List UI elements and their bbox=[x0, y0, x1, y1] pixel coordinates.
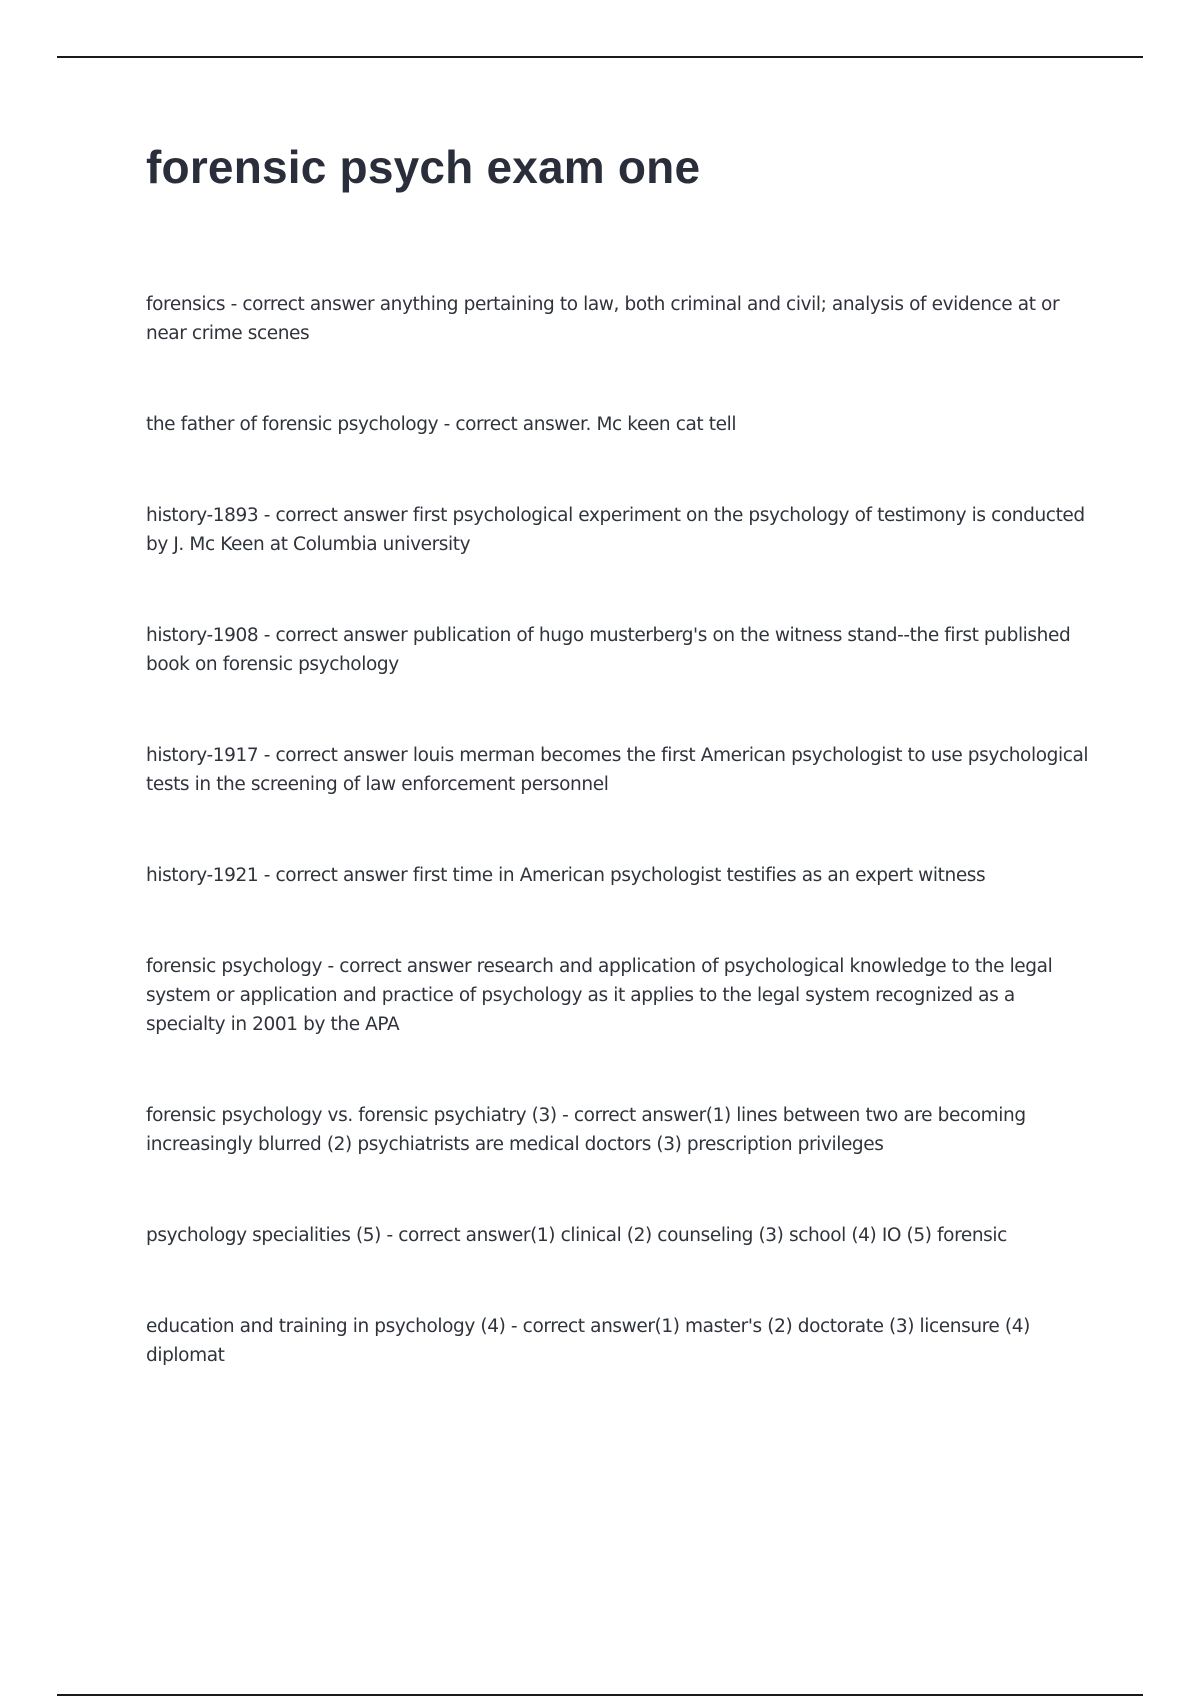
flashcard-entry: history-1917 - correct answer louis merman becomes the first American psychologist to use psychological tests in the screening of law enforcement personnel bbox=[146, 745, 1089, 795]
flashcard-entry: history-1908 - correct answer publication of hugo musterberg's on the witness stand--the first published book on forensic psychology bbox=[146, 625, 1071, 675]
flashcard-entry: forensic psychology - correct answer research and application of psychological knowledge to the legal system or application and practice of psychology as it applies to the legal system recognized as a specialty in 2001 by the APA bbox=[146, 956, 1053, 1035]
flashcard-entry: forensics - correct answer anything pertaining to law, both criminal and civil; analysis of evidence at or near crime scenes bbox=[146, 294, 1060, 344]
page-title: forensic psych exam one bbox=[146, 141, 701, 193]
flashcard-entry: the father of forensic psychology - correct answer. Mc keen cat tell bbox=[146, 414, 737, 435]
top-divider bbox=[57, 56, 1143, 58]
flashcard-entry: forensic psychology vs. forensic psychiatry (3) - correct answer(1) lines between two are becoming increasingly blurred (2) psychiatrists are medical doctors (3) prescription privileges bbox=[146, 1105, 1026, 1155]
flashcard-entry: history-1921 - correct answer first time in American psychologist testifies as an expert witness bbox=[146, 865, 986, 886]
flashcard-entry: education and training in psychology (4) - correct answer(1) master's (2) doctorate (3) licensure (4) diplomat bbox=[146, 1316, 1030, 1366]
flashcard-entry: history-1893 - correct answer first psychological experiment on the psychology of testimony is conducted by J. Mc Keen at Columbia university bbox=[146, 505, 1085, 555]
flashcard-entry: psychology specialities (5) - correct answer(1) clinical (2) counseling (3) school (4) IO (5) forensic bbox=[146, 1225, 1007, 1246]
bottom-divider bbox=[57, 1694, 1143, 1696]
flashcard-list bbox=[146, 290, 1096, 1432]
